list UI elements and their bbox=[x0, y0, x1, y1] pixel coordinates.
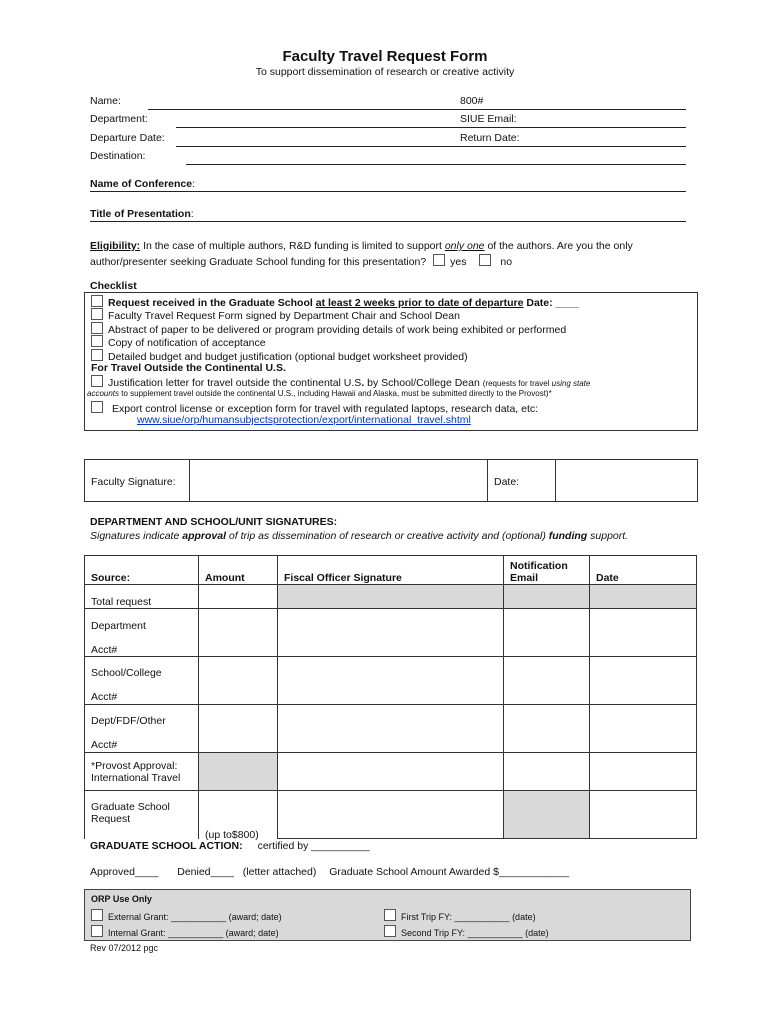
revision-note: Rev 07/2012 pgc bbox=[90, 943, 159, 953]
table-row bbox=[85, 585, 697, 609]
checklist-item-4: Copy of notification of acceptance bbox=[91, 335, 266, 349]
gray-cell bbox=[590, 585, 697, 609]
faculty-signature-field[interactable] bbox=[190, 460, 487, 501]
faculty-signature-label: Faculty Signature: bbox=[91, 476, 176, 488]
action-row bbox=[90, 840, 370, 852]
checklist-checkbox[interactable] bbox=[91, 322, 103, 334]
email-cell[interactable] bbox=[504, 753, 590, 791]
amount-cell[interactable] bbox=[199, 585, 278, 609]
total-request-label: Total request bbox=[85, 585, 199, 609]
email-cell[interactable] bbox=[504, 705, 590, 753]
destination-field[interactable] bbox=[186, 164, 686, 165]
signature-cell[interactable] bbox=[278, 791, 504, 839]
amount-cell[interactable] bbox=[199, 705, 278, 753]
departure-label: Departure Date: bbox=[90, 132, 165, 144]
orp-checkbox[interactable] bbox=[91, 909, 103, 921]
fiscal-header: Fiscal Officer Signature bbox=[278, 556, 504, 585]
presentation-label: Title of Presentation: bbox=[90, 208, 194, 220]
date-cell[interactable] bbox=[590, 753, 697, 791]
dept-fdf-source: Dept/FDF/Other Acct# bbox=[85, 705, 199, 753]
letter-attached: (letter attached) bbox=[242, 866, 317, 878]
approved-label[interactable]: Approved____ bbox=[90, 866, 159, 878]
funding-table bbox=[84, 555, 697, 839]
signature-date-field[interactable] bbox=[556, 460, 697, 501]
checklist-box bbox=[84, 292, 698, 431]
denied-label[interactable]: Denied____ bbox=[177, 866, 234, 878]
signature-date-label: Date: bbox=[494, 476, 520, 488]
name-label: Name: bbox=[90, 95, 121, 107]
notification-header: Notification Email bbox=[504, 556, 590, 585]
export-link-row bbox=[137, 414, 471, 426]
checklist-item-6-line2: accounts to supplement travel outside the continental U.S., including Hawaii and Alaska, must be submitted directly to the Provost)* bbox=[87, 389, 552, 398]
checklist-checkbox[interactable] bbox=[91, 375, 103, 387]
amount-cell[interactable] bbox=[199, 609, 278, 657]
table-row bbox=[85, 609, 697, 657]
departure-field[interactable] bbox=[176, 146, 686, 147]
awarded-label[interactable]: Graduate School Amount Awarded $____________ bbox=[329, 866, 570, 878]
action-heading: GRADUATE SCHOOL ACTION: bbox=[90, 840, 243, 852]
eligibility-text: Eligibility: In the case of multiple authors, R&D funding is limited to support only one of the authors. Are you the only bbox=[90, 240, 633, 252]
checklist-checkbox[interactable] bbox=[91, 401, 103, 413]
export-link[interactable]: www.siue/orp/humansubjectsprotection/export/international_travel.shtml bbox=[137, 414, 471, 426]
checklist-checkbox[interactable] bbox=[91, 349, 103, 361]
gray-cell bbox=[504, 791, 590, 839]
id800-label: 800# bbox=[460, 95, 484, 107]
department-source: Department Acct# bbox=[85, 609, 199, 657]
name-field[interactable] bbox=[148, 109, 686, 110]
page-title: Faculty Travel Request Form bbox=[282, 48, 488, 65]
page-subtitle: To support dissemination of research or creative activity bbox=[255, 66, 515, 78]
eligibility-line2: author/presenter seeking Graduate School funding for this presentation? yes no bbox=[90, 256, 513, 268]
signature-cell[interactable] bbox=[278, 753, 504, 791]
second-trip: Second Trip FY: ___________ (date) bbox=[384, 925, 549, 938]
upto-label: (up to$800) bbox=[205, 828, 259, 841]
gray-cell bbox=[199, 753, 278, 791]
amount-header: Amount bbox=[199, 556, 278, 585]
email-label: SIUE Email: bbox=[460, 113, 517, 125]
date-cell[interactable] bbox=[590, 609, 697, 657]
certified-by: certified by __________ bbox=[257, 840, 370, 852]
first-trip: First Trip FY: ___________ (date) bbox=[384, 909, 536, 922]
external-grant: External Grant: ___________ (award; date) bbox=[91, 909, 282, 922]
destination-label: Destination: bbox=[90, 150, 146, 162]
gray-cell bbox=[504, 585, 590, 609]
grad-source: Graduate School Request bbox=[85, 791, 199, 839]
checklist-item-3: Abstract of paper to be delivered or program providing details of work being exhibited or performed bbox=[91, 322, 566, 336]
email-cell[interactable] bbox=[504, 657, 590, 705]
checklist-item-5: Detailed budget and budget justification (optional budget worksheet provided) bbox=[91, 349, 468, 363]
checklist-item-2: Faculty Travel Request Form signed by Department Chair and School Dean bbox=[91, 308, 460, 322]
checklist-item-6: Justification letter for travel outside the continental U.S. by School/College Dean (requests for travel using state bbox=[91, 375, 590, 389]
gray-cell bbox=[278, 585, 504, 609]
yes-checkbox[interactable] bbox=[433, 254, 445, 266]
amount-cell[interactable] bbox=[199, 791, 278, 839]
outside-heading: For Travel Outside the Continental U.S. bbox=[91, 362, 286, 374]
signature-box bbox=[84, 459, 698, 502]
dept-heading: DEPARTMENT AND SCHOOL/UNIT SIGNATURES: bbox=[90, 516, 338, 528]
internal-grant: Internal Grant: ___________ (award; date) bbox=[91, 925, 279, 938]
checklist-item-1: Request received in the Graduate School at least 2 weeks prior to date of departure Date: ____ bbox=[91, 295, 579, 309]
table-row bbox=[85, 791, 697, 839]
orp-heading: ORP Use Only bbox=[91, 894, 152, 904]
dept-subheading: Signatures indicate approval of trip as dissemination of research or creative activity and (optional) funding support. bbox=[90, 530, 629, 542]
date-cell[interactable] bbox=[590, 705, 697, 753]
presentation-field[interactable] bbox=[90, 221, 686, 222]
checklist-checkbox[interactable] bbox=[91, 295, 103, 307]
checklist-checkbox[interactable] bbox=[91, 335, 103, 347]
no-checkbox[interactable] bbox=[479, 254, 491, 266]
date-header: Date bbox=[590, 556, 697, 585]
date-cell[interactable] bbox=[590, 791, 697, 839]
orp-checkbox[interactable] bbox=[384, 925, 396, 937]
yes-label: yes bbox=[450, 256, 467, 268]
amount-cell[interactable] bbox=[199, 657, 278, 705]
provost-source: *Provost Approval: International Travel bbox=[85, 753, 199, 791]
department-field[interactable] bbox=[176, 127, 686, 128]
orp-checkbox[interactable] bbox=[91, 925, 103, 937]
checklist-checkbox[interactable] bbox=[91, 308, 103, 320]
return-label: Return Date: bbox=[460, 132, 520, 144]
conference-label: Name of Conference: bbox=[90, 178, 196, 190]
signature-cell[interactable] bbox=[278, 609, 504, 657]
school-source: School/College Acct# bbox=[85, 657, 199, 705]
table-header-row bbox=[85, 556, 697, 585]
orp-box bbox=[84, 889, 691, 941]
email-cell[interactable] bbox=[504, 609, 590, 657]
department-label: Department: bbox=[90, 113, 148, 125]
orp-checkbox[interactable] bbox=[384, 909, 396, 921]
signature-cell[interactable] bbox=[278, 705, 504, 753]
table-row bbox=[85, 705, 697, 753]
checklist-item-7: Export control license or exception form for travel with regulated laptops, research data, etc: bbox=[91, 401, 538, 415]
date-cell[interactable] bbox=[590, 657, 697, 705]
table-row bbox=[85, 753, 697, 791]
table-row bbox=[85, 657, 697, 705]
no-label: no bbox=[500, 256, 513, 268]
approved-row bbox=[90, 866, 569, 878]
source-header: Source: bbox=[85, 556, 199, 585]
checklist-heading: Checklist bbox=[90, 280, 137, 292]
signature-cell[interactable] bbox=[278, 657, 504, 705]
conference-field[interactable] bbox=[90, 191, 686, 192]
